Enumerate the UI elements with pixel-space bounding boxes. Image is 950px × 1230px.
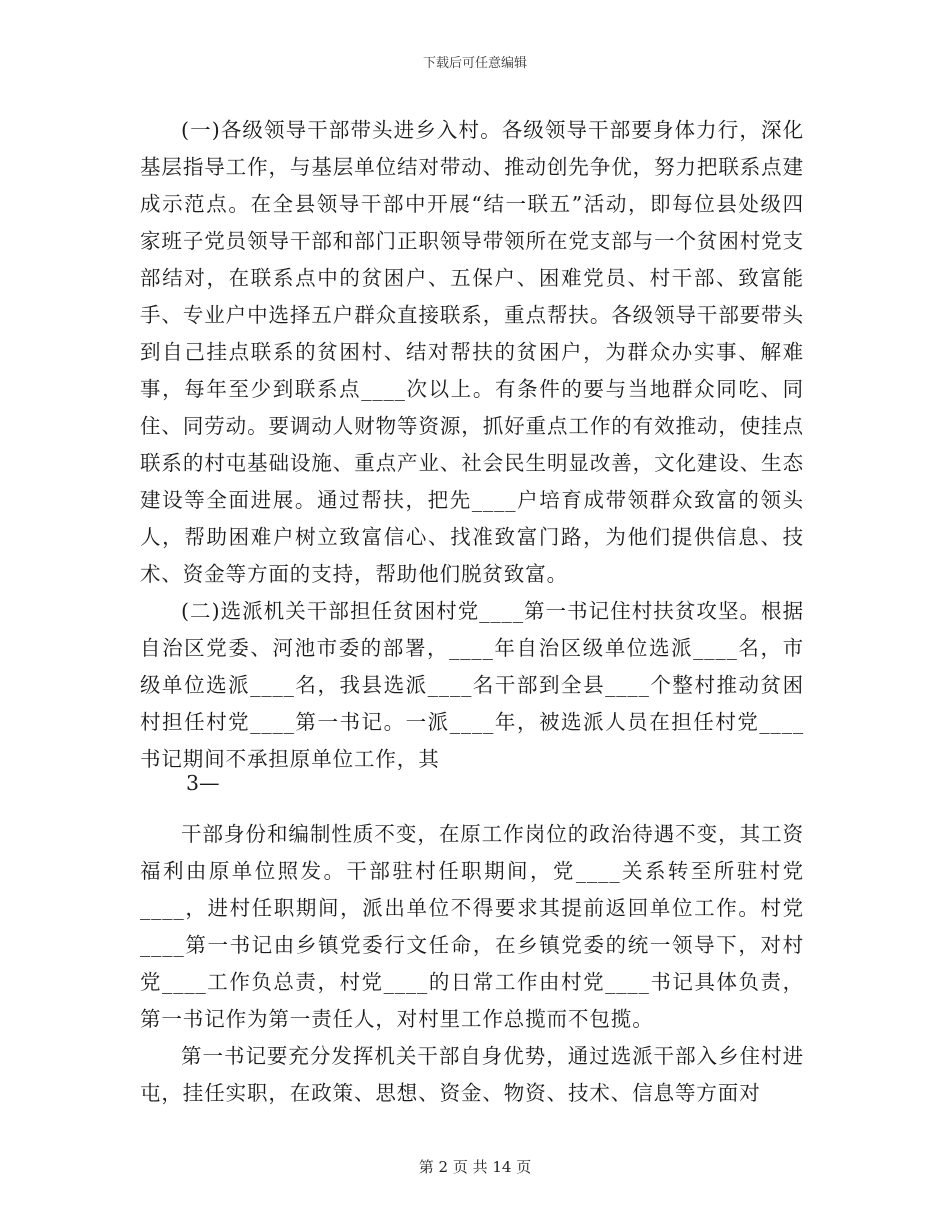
- paragraph-first-secretary-dispatch: (二)选派机关干部担任贫困村党____第一书记住村扶贫攻坚。根据自治区党委、河池市委的部署，____年自治区级单位选派____名，市级单位选派____名，我县选派____名干部到全县____个整村推动贫困村担任村党____第一书记。一派____年，被选派人员在担任村党____书记期间不承担原单位工作，其: [140, 599, 804, 771]
- document-section-1: [140, 112, 804, 778]
- page-footer: 第 2 页 共 14 页: [418, 1158, 532, 1176]
- paragraph-first-secretary-advantages: 第一书记要充分发挥机关干部自身优势，通过选派干部入乡住村进屯，挂任实职，在政策、思想、资金、物资、技术、信息等方面对: [140, 1044, 804, 1105]
- paragraph-leaders-into-villages: (一)各级领导干部带头进乡入村。各级领导干部要身体力行，深化基层指导工作，与基层单位结对带动、推动创先争优，努力把联系点建成示范点。在全县领导干部中开展“结一联五”活动，即每位县处级四家班子党员领导干部和部门正职领导带领所在党支部与一个贫困村党支部结对，在联系点中的贫困户、五保户、困难党员、村干部、致富能手、专业户中选择五户群众直接联系，重点帮扶。各级领导干部要带头到自己挂点联系的贫困村、结对帮扶的贫困户，为群众办实事、解难事，每年至少到联系点____次以上。有条件的要与当地群众同吃、同住、同劳动。要调动人财物等资源，抓好重点工作的有效推动，使挂点联系的村屯基础设施、重点产业、社会民生明显改善，文化建设、生态建设等全面进展。通过帮扶，把先____户培育成带领群众致富的领头人，帮助困难户树立致富信心、找准致富门路，为他们提供信息、技术、资金等方面的支持，帮助他们脱贫致富。: [140, 118, 804, 586]
- paragraph-cadre-status: 干部身份和编制性质不变，在原工作岗位的政治待遇不变，其工资福利由原单位照发。干部驻村任职期间，党____关系转至所驻村党____，进村任职期间，派出单位不得要求其提前返回单位工作。村党____第一书记由乡镇党委行文任命，在乡镇党委的统一领导下，对村党____工作负总责，村党____的日常工作由村党____书记具体负责，第一书记作为第一责任人，对村里工作总揽而不包揽。: [140, 822, 804, 1031]
- document-section-2: [140, 816, 804, 1112]
- page-marker: 3—: [186, 771, 220, 795]
- page-header: 下载后可任意编辑: [422, 56, 527, 71]
